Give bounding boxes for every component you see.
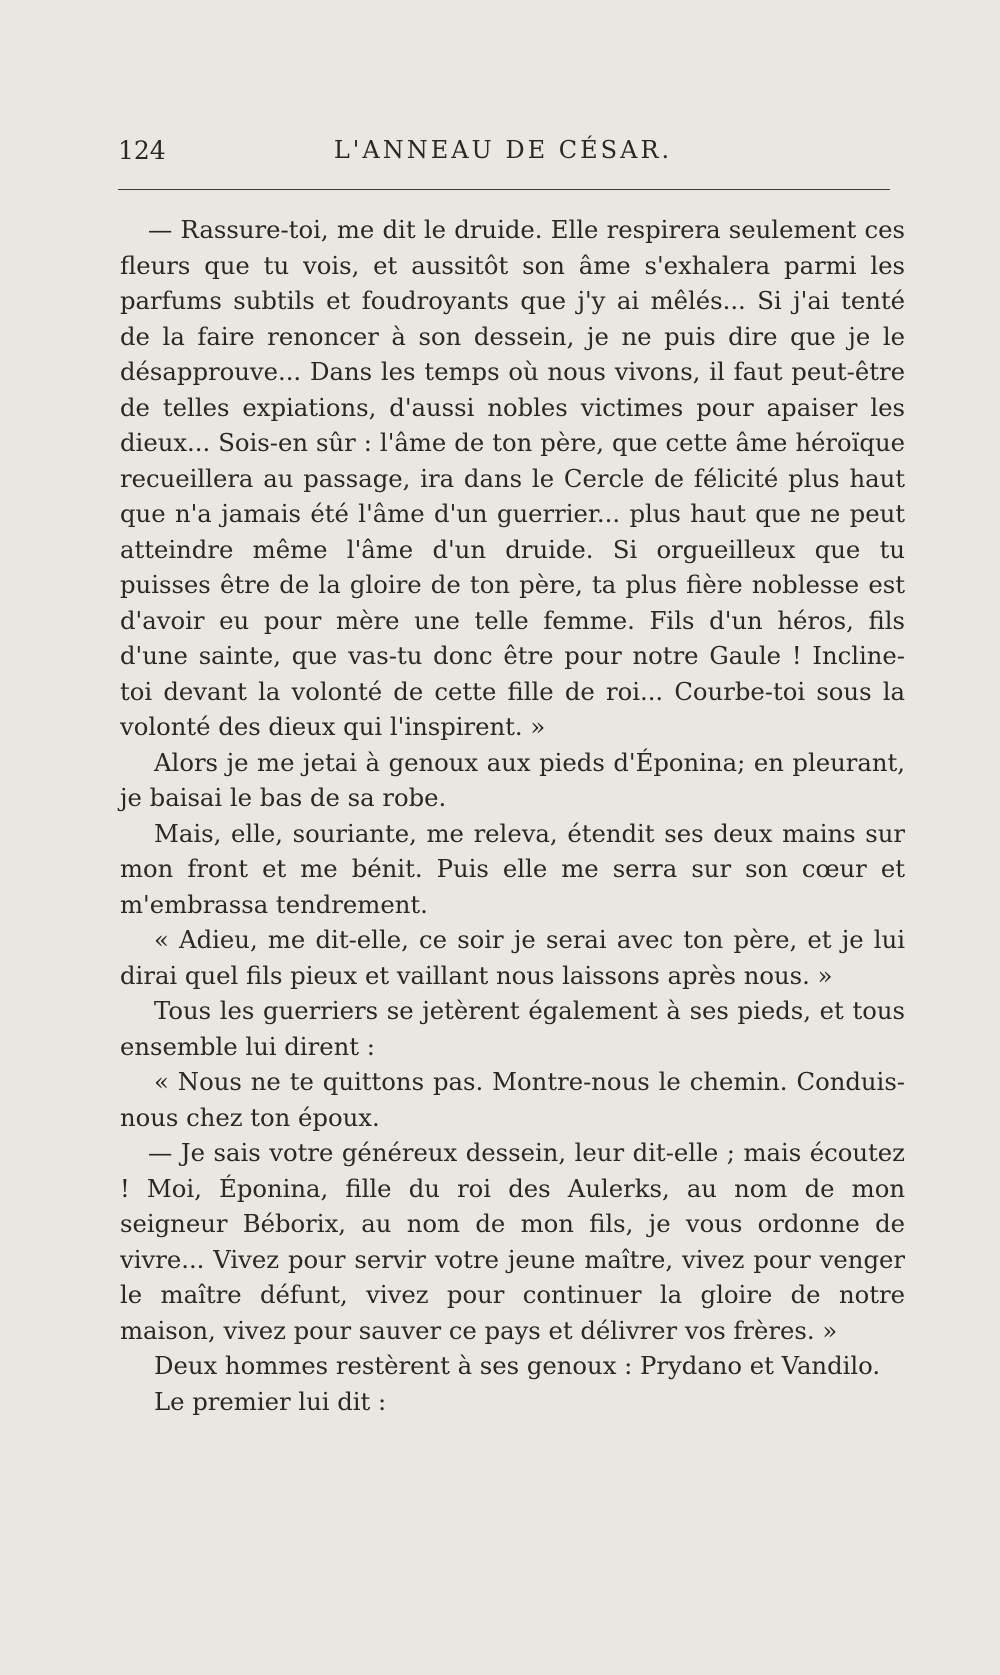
paragraph-two-men: Deux hommes restèrent à ses genoux : Prydano et Vandilo.: [154, 1351, 881, 1380]
header-rule: [118, 189, 890, 190]
paragraph-warriors: Tous les guerriers se jetèrent également à ses pieds, et tous ensemble lui dirent :: [120, 996, 905, 1061]
body-text: [120, 212, 905, 1419]
paragraph-druid-speech: — Rassure-toi, me dit le druide. Elle respirera seulement ces fleurs que tu vois, et aussitôt son âme s'exhalera parmi les parfums subtils et foudroyants que j'y ai mêlés... Si j'ai tenté de la faire renoncer à son dessein, je ne puis dire que je le désapprouve... Dans les temps où nous vivons, il faut peut-être de telles expiations, d'aussi nobles victimes pour apaiser les dieux... Sois-en sûr : l'âme de ton père, que cette âme héroïque recueillera au passage, ira dans le Cercle de félicité plus haut que n'a jamais été l'âme d'un guerrier... plus haut que ne peut atteindre même l'âme d'un druide. Si orgueilleux que tu puisses être de la gloire de ton père, ta plus fière noblesse est d'avoir eu pour mère une telle femme. Fils d'un héros, fils d'une sainte, que vas-tu donc être pour notre Gaule ! Incline-toi devant la volonté de cette fille de roi... Courbe-toi sous la volonté des dieux qui l'inspirent. »: [120, 215, 905, 741]
page-header: [118, 136, 888, 176]
paragraph-warriors-speech: « Nous ne te quittons pas. Montre-nous le chemin. Conduis-nous chez ton époux.: [120, 1067, 905, 1132]
paragraph-first-said: Le premier lui dit :: [154, 1386, 387, 1416]
running-title: L'ANNEAU DE CÉSAR.: [333, 136, 673, 164]
page-number: 124: [118, 136, 166, 165]
paragraph-blessing: Mais, elle, souriante, me releva, étendit ses deux mains sur mon front et me bénit. Puis elle me serra sur son cœur et m'embrassa tendrement.: [120, 818, 905, 919]
paragraph-farewell: « Adieu, me dit-elle, ce soir je serai avec ton père, et je lui dirai quel fils pieux et vaillant nous laissons après nous. »: [120, 925, 905, 990]
paragraph-kneeling: Alors je me jetai à genoux aux pieds d'Éponina; en pleurant, je baisai le bas de sa robe.: [120, 747, 905, 812]
paragraph-eponina-reply: — Je sais votre généreux dessein, leur dit-elle ; mais écoutez ! Moi, Éponina, fille du roi des Aulerks, au nom de mon seigneur Béborix, au nom de mon fils, je vous ordonne de vivre... Vivez pour servir votre jeune maître, vivez pour venger le maître défunt, vivez pour continuer la gloire de notre maison, vivez pour sauver ce pays et délivrer vos frères. »: [120, 1138, 905, 1345]
